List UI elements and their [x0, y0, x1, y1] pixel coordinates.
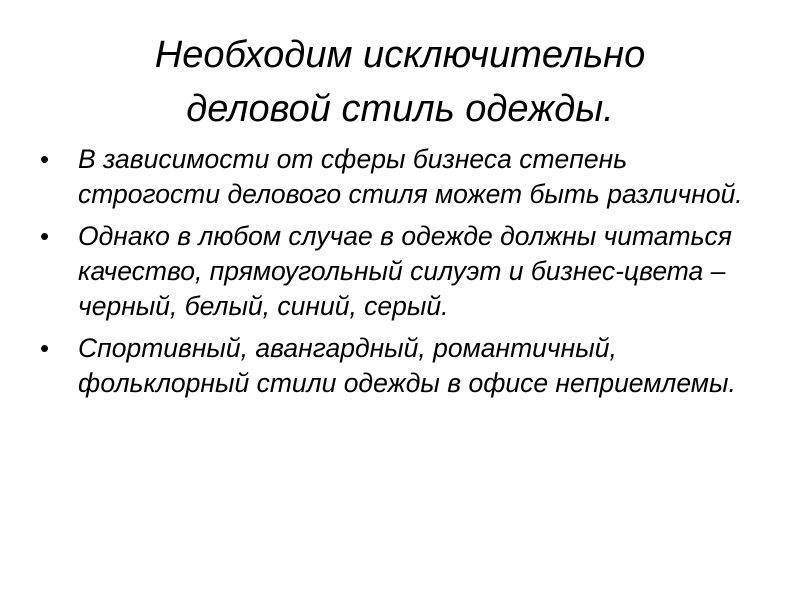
bullet-dot-icon: •: [40, 144, 50, 174]
bullet-item-business-sphere: [40, 142, 755, 212]
bullet-item-business-colors: [40, 219, 755, 324]
slide-title-line-1: Необходим исключительно: [154, 34, 646, 76]
bullet-text: Однако в любом случае в одежде должны читаться качество, прямоугольный силуэт и бизнес-цвета – черный, белый, синий, серый.: [78, 221, 732, 321]
slide-title: [40, 28, 760, 136]
bullet-dot-icon: •: [40, 333, 50, 363]
slide-title-line-2: деловой стиль одежды.: [186, 88, 614, 130]
bullet-item-unacceptable-styles: [40, 331, 755, 401]
bullet-dot-icon: •: [40, 221, 50, 251]
bullet-text: Спортивный, авангардный, романтичный, фольклорный стили одежды в офисе неприемлемы.: [78, 333, 736, 398]
bullet-list: [40, 142, 755, 408]
bullet-text: В зависимости от сферы бизнеса степень строгости делового стиля может быть различной.: [78, 144, 743, 209]
